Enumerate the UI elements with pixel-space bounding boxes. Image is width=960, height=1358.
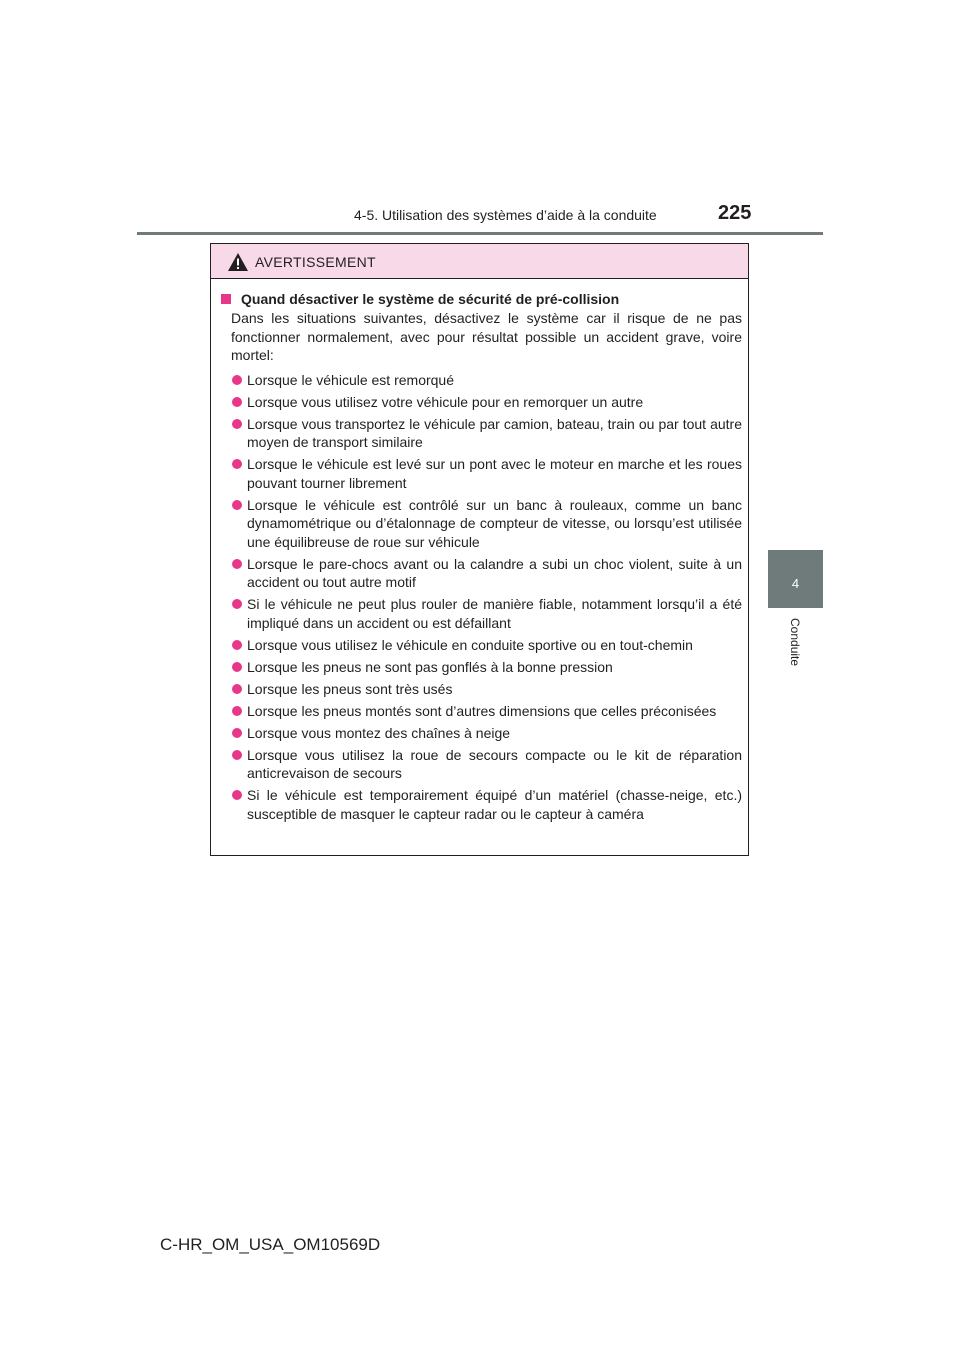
- footer-code: C-HR_OM_USA_OM10569D: [160, 1235, 381, 1254]
- round-bullet-icon: [232, 728, 242, 738]
- chapter-tab-number: 4: [791, 576, 800, 591]
- list-item: Lorsque vous montez des chaînes à neige: [217, 724, 742, 743]
- list-item: Lorsque vous utilisez le véhicule en conduite sportive ou en tout-chemin: [217, 636, 742, 655]
- warning-triangle-icon: [227, 252, 249, 272]
- warning-subheading-text: Quand désactiver le système de sécurité de pré-collision: [241, 291, 620, 307]
- round-bullet-icon: [232, 397, 242, 407]
- list-item: Si le véhicule ne peut plus rouler de manière fiable, notamment lorsqu’il a été impliqué dans un accident ou est défaillant: [217, 595, 742, 632]
- list-item: Lorsque vous utilisez votre véhicule pour en remorquer un autre: [217, 393, 742, 412]
- list-item: Lorsque les pneus ne sont pas gonflés à la bonne pression: [217, 658, 742, 677]
- warning-header: [211, 244, 748, 279]
- warning-list: [217, 371, 742, 824]
- round-bullet-icon: [232, 662, 242, 672]
- list-item: Lorsque vous utilisez la roue de secours compacte ou le kit de réparation anticrevaison de secours: [217, 746, 742, 783]
- list-item: Lorsque les pneus sont très usés: [217, 680, 742, 699]
- list-item: Lorsque le véhicule est contrôlé sur un banc à rouleaux, comme un banc dynamométrique ou d’étalonnage de compteur de vitesse, ou lorsqu’est utilisée une équilibreuse de roue sur véhicule: [217, 496, 742, 552]
- round-bullet-icon: [232, 706, 242, 716]
- round-bullet-icon: [232, 500, 242, 510]
- list-item: Lorsque le véhicule est remorqué: [217, 371, 742, 390]
- page-number: 225: [718, 202, 752, 224]
- warning-subheading: [217, 290, 742, 309]
- warning-title: AVERTISSEMENT: [255, 254, 376, 270]
- round-bullet-icon: [232, 684, 242, 694]
- square-bullet-icon: [221, 294, 231, 304]
- round-bullet-icon: [232, 375, 242, 385]
- list-item: Lorsque le pare-chocs avant ou la calandre a subi un choc violent, suite à un accident ou tout autre motif: [217, 555, 742, 592]
- chapter-tab: [768, 550, 823, 608]
- round-bullet-icon: [232, 750, 242, 760]
- warning-box: [210, 243, 749, 856]
- list-item: Lorsque le véhicule est levé sur un pont avec le moteur en marche et les roues pouvant tourner librement: [217, 455, 742, 492]
- round-bullet-icon: [232, 459, 242, 469]
- warning-intro: Dans les situations suivantes, désactivez le système car il risque de ne pas fonctionner normalement, avec pour résultat possible un accident grave, voire mortel:: [231, 310, 742, 363]
- header-rule: [137, 232, 823, 235]
- page-header-section: 4-5. Utilisation des systèmes d’aide à la conduite: [354, 207, 657, 223]
- warning-body: [211, 290, 748, 827]
- chapter-tab-label: Conduite: [788, 618, 802, 667]
- list-item: Lorsque vous transportez le véhicule par camion, bateau, train ou par tout autre moyen de transport similaire: [217, 415, 742, 452]
- round-bullet-icon: [232, 640, 242, 650]
- round-bullet-icon: [232, 419, 242, 429]
- round-bullet-icon: [232, 599, 242, 609]
- round-bullet-icon: [232, 559, 242, 569]
- list-item: Lorsque les pneus montés sont d’autres dimensions que celles préconisées: [217, 702, 742, 721]
- list-item: Si le véhicule est temporairement équipé d’un matériel (chasse-neige, etc.) susceptible de masquer le capteur radar ou le capteur à caméra: [217, 786, 742, 823]
- round-bullet-icon: [232, 790, 242, 800]
